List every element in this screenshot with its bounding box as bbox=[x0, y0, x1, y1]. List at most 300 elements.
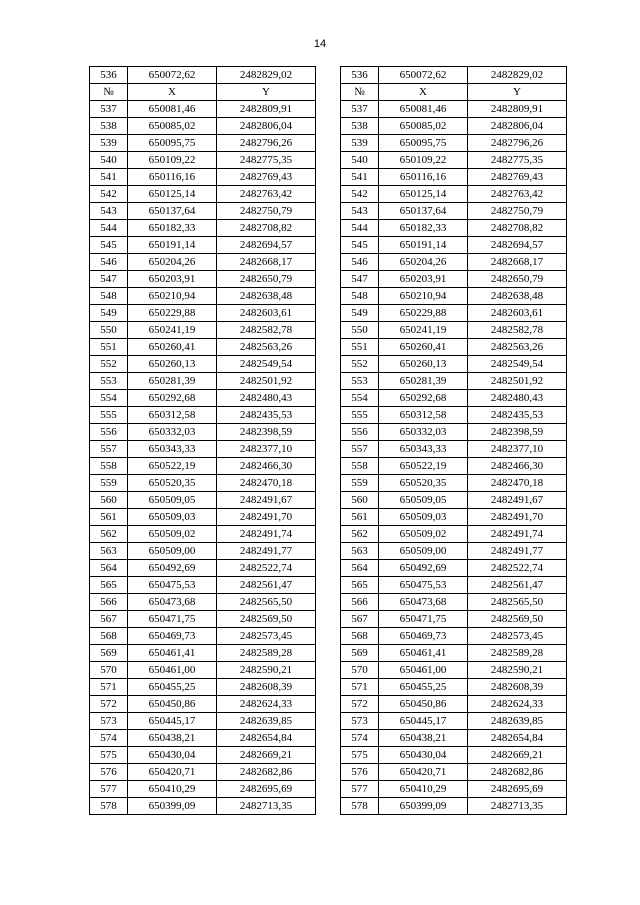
right-y-coordinate-cell: 2482708,82 bbox=[468, 220, 567, 237]
left-point-number-cell: 564 bbox=[90, 560, 128, 577]
column-spacer bbox=[316, 628, 341, 645]
left-x-coordinate-cell: 650438,21 bbox=[128, 730, 217, 747]
left-y-coordinate-cell: 2482466,30 bbox=[217, 458, 316, 475]
left-y-coordinate-cell: 2482650,79 bbox=[217, 271, 316, 288]
right-y-coordinate-cell: 2482624,33 bbox=[468, 696, 567, 713]
right-y-coordinate-cell: 2482569,50 bbox=[468, 611, 567, 628]
left-y-coordinate-cell: 2482470,18 bbox=[217, 475, 316, 492]
left-y-coordinate-cell: 2482435,53 bbox=[217, 407, 316, 424]
right-point-number-cell: 552 bbox=[341, 356, 379, 373]
right-y-coordinate-cell: 2482398,59 bbox=[468, 424, 567, 441]
right-point-number-cell: 564 bbox=[341, 560, 379, 577]
table-row bbox=[90, 186, 567, 203]
left-y-coordinate-cell: 2482669,21 bbox=[217, 747, 316, 764]
left-x-coordinate-cell: 650420,71 bbox=[128, 764, 217, 781]
column-spacer bbox=[316, 458, 341, 475]
right-x-coordinate-cell: 650430,04 bbox=[379, 747, 468, 764]
left-point-number-cell: 544 bbox=[90, 220, 128, 237]
right-x-coordinate-cell: 650072,62 bbox=[379, 67, 468, 84]
left-y-coordinate-cell: 2482491,67 bbox=[217, 492, 316, 509]
right-point-number-cell: 563 bbox=[341, 543, 379, 560]
column-spacer bbox=[316, 441, 341, 458]
table-row bbox=[90, 560, 567, 577]
left-x-coordinate-cell: 650471,75 bbox=[128, 611, 217, 628]
right-x-coordinate-cell: 650469,73 bbox=[379, 628, 468, 645]
left-point-number-cell: 552 bbox=[90, 356, 128, 373]
left-point-number-cell: 567 bbox=[90, 611, 128, 628]
left-point-number-cell: 537 bbox=[90, 101, 128, 118]
left-y-coordinate-cell: 2482682,86 bbox=[217, 764, 316, 781]
left-x-coordinate-cell: 650520,35 bbox=[128, 475, 217, 492]
right-y-coordinate-cell: 2482603,61 bbox=[468, 305, 567, 322]
right-y-coordinate-cell: 2482775,35 bbox=[468, 152, 567, 169]
right-y-coordinate-cell: 2482750,79 bbox=[468, 203, 567, 220]
left-y-coordinate-cell: 2482775,35 bbox=[217, 152, 316, 169]
right-x-coordinate-cell: 650312,58 bbox=[379, 407, 468, 424]
column-spacer bbox=[316, 220, 341, 237]
left-point-number-cell: 570 bbox=[90, 662, 128, 679]
left-point-number-cell: 575 bbox=[90, 747, 128, 764]
left-point-number-cell: 572 bbox=[90, 696, 128, 713]
right-point-number-cell: 542 bbox=[341, 186, 379, 203]
right-y-coordinate-cell: 2482563,26 bbox=[468, 339, 567, 356]
right-y-coordinate-cell: 2482809,91 bbox=[468, 101, 567, 118]
column-spacer bbox=[316, 135, 341, 152]
left-y-coordinate-cell: 2482796,26 bbox=[217, 135, 316, 152]
table-row bbox=[90, 424, 567, 441]
column-spacer bbox=[316, 662, 341, 679]
left-point-number-cell: 563 bbox=[90, 543, 128, 560]
left-y-coordinate-cell: 2482639,85 bbox=[217, 713, 316, 730]
table-row bbox=[90, 390, 567, 407]
table-row bbox=[90, 237, 567, 254]
left-y-coordinate-cell: Y bbox=[217, 84, 316, 101]
left-x-coordinate-cell: 650116,16 bbox=[128, 169, 217, 186]
right-x-coordinate-cell: 650229,88 bbox=[379, 305, 468, 322]
right-x-coordinate-cell: 650509,05 bbox=[379, 492, 468, 509]
column-spacer bbox=[316, 84, 341, 101]
left-x-coordinate-cell: 650125,14 bbox=[128, 186, 217, 203]
right-y-coordinate-cell: 2482695,69 bbox=[468, 781, 567, 798]
right-y-coordinate-cell: 2482669,21 bbox=[468, 747, 567, 764]
left-point-number-cell: 543 bbox=[90, 203, 128, 220]
right-x-coordinate-cell: 650410,29 bbox=[379, 781, 468, 798]
right-x-coordinate-cell: 650241,19 bbox=[379, 322, 468, 339]
right-point-number-cell: 559 bbox=[341, 475, 379, 492]
table-row bbox=[90, 594, 567, 611]
right-x-coordinate-cell: 650182,33 bbox=[379, 220, 468, 237]
left-point-number-cell: 571 bbox=[90, 679, 128, 696]
left-y-coordinate-cell: 2482377,10 bbox=[217, 441, 316, 458]
right-point-number-cell: 543 bbox=[341, 203, 379, 220]
right-point-number-cell: 546 bbox=[341, 254, 379, 271]
page-number: 14 bbox=[313, 38, 327, 50]
right-point-number-cell: 540 bbox=[341, 152, 379, 169]
left-x-coordinate-cell: 650072,62 bbox=[128, 67, 217, 84]
left-point-number-cell: 561 bbox=[90, 509, 128, 526]
right-y-coordinate-cell: 2482668,17 bbox=[468, 254, 567, 271]
right-y-coordinate-cell: 2482796,26 bbox=[468, 135, 567, 152]
right-y-coordinate-cell: 2482435,53 bbox=[468, 407, 567, 424]
right-x-coordinate-cell: 650203,91 bbox=[379, 271, 468, 288]
right-y-coordinate-cell: 2482590,21 bbox=[468, 662, 567, 679]
left-point-number-cell: 573 bbox=[90, 713, 128, 730]
left-y-coordinate-cell: 2482603,61 bbox=[217, 305, 316, 322]
left-point-number-cell: 569 bbox=[90, 645, 128, 662]
left-point-number-cell: 578 bbox=[90, 798, 128, 815]
column-header-row bbox=[90, 84, 567, 101]
left-y-coordinate-cell: 2482708,82 bbox=[217, 220, 316, 237]
left-point-number-cell: 560 bbox=[90, 492, 128, 509]
right-x-coordinate-cell: 650343,33 bbox=[379, 441, 468, 458]
left-y-coordinate-cell: 2482589,28 bbox=[217, 645, 316, 662]
right-point-number-cell: 574 bbox=[341, 730, 379, 747]
right-y-coordinate-cell: 2482480,43 bbox=[468, 390, 567, 407]
right-x-coordinate-cell: 650492,69 bbox=[379, 560, 468, 577]
right-x-coordinate-cell: 650461,41 bbox=[379, 645, 468, 662]
column-spacer bbox=[316, 611, 341, 628]
right-x-coordinate-cell: 650420,71 bbox=[379, 764, 468, 781]
column-spacer bbox=[316, 356, 341, 373]
left-y-coordinate-cell: 2482638,48 bbox=[217, 288, 316, 305]
right-y-coordinate-cell: 2482654,84 bbox=[468, 730, 567, 747]
table-row bbox=[90, 577, 567, 594]
left-y-coordinate-cell: 2482806,04 bbox=[217, 118, 316, 135]
right-y-coordinate-cell: 2482501,92 bbox=[468, 373, 567, 390]
right-point-number-cell: 539 bbox=[341, 135, 379, 152]
left-y-coordinate-cell: 2482695,69 bbox=[217, 781, 316, 798]
right-x-coordinate-cell: 650445,17 bbox=[379, 713, 468, 730]
table-row bbox=[90, 407, 567, 424]
left-x-coordinate-cell: 650492,69 bbox=[128, 560, 217, 577]
right-x-coordinate-cell: 650438,21 bbox=[379, 730, 468, 747]
left-y-coordinate-cell: 2482563,26 bbox=[217, 339, 316, 356]
right-y-coordinate-cell: 2482470,18 bbox=[468, 475, 567, 492]
right-x-coordinate-cell: 650191,14 bbox=[379, 237, 468, 254]
right-x-coordinate-cell: 650509,02 bbox=[379, 526, 468, 543]
right-x-coordinate-cell: 650475,53 bbox=[379, 577, 468, 594]
left-point-number-cell: 551 bbox=[90, 339, 128, 356]
right-x-coordinate-cell: 650116,16 bbox=[379, 169, 468, 186]
table-row bbox=[90, 254, 567, 271]
right-point-number-cell: 577 bbox=[341, 781, 379, 798]
table-row bbox=[90, 645, 567, 662]
left-x-coordinate-cell: 650281,39 bbox=[128, 373, 217, 390]
table-row bbox=[90, 713, 567, 730]
left-y-coordinate-cell: 2482608,39 bbox=[217, 679, 316, 696]
column-spacer bbox=[316, 118, 341, 135]
left-point-number-cell: 576 bbox=[90, 764, 128, 781]
left-x-coordinate-cell: 650509,03 bbox=[128, 509, 217, 526]
table-row bbox=[90, 696, 567, 713]
table-row bbox=[90, 135, 567, 152]
right-y-coordinate-cell: 2482522,74 bbox=[468, 560, 567, 577]
left-x-coordinate-cell: 650260,13 bbox=[128, 356, 217, 373]
left-point-number-cell: 547 bbox=[90, 271, 128, 288]
left-point-number-cell: 540 bbox=[90, 152, 128, 169]
left-y-coordinate-cell: 2482590,21 bbox=[217, 662, 316, 679]
right-y-coordinate-cell: 2482491,77 bbox=[468, 543, 567, 560]
right-y-coordinate-cell: 2482650,79 bbox=[468, 271, 567, 288]
left-x-coordinate-cell: 650522,19 bbox=[128, 458, 217, 475]
left-x-coordinate-cell: 650455,25 bbox=[128, 679, 217, 696]
left-x-coordinate-cell: 650109,22 bbox=[128, 152, 217, 169]
left-point-number-cell: 577 bbox=[90, 781, 128, 798]
right-y-coordinate-cell: 2482806,04 bbox=[468, 118, 567, 135]
column-spacer bbox=[316, 339, 341, 356]
right-point-number-cell: 568 bbox=[341, 628, 379, 645]
table-row bbox=[90, 798, 567, 815]
left-y-coordinate-cell: 2482491,70 bbox=[217, 509, 316, 526]
left-x-coordinate-cell: 650461,41 bbox=[128, 645, 217, 662]
left-x-coordinate-cell: 650469,73 bbox=[128, 628, 217, 645]
table-row bbox=[90, 628, 567, 645]
table-row bbox=[90, 118, 567, 135]
left-x-coordinate-cell: 650241,19 bbox=[128, 322, 217, 339]
table-row bbox=[90, 492, 567, 509]
right-point-number-cell: 537 bbox=[341, 101, 379, 118]
left-x-coordinate-cell: 650210,94 bbox=[128, 288, 217, 305]
column-spacer bbox=[316, 543, 341, 560]
right-y-coordinate-cell: Y bbox=[468, 84, 567, 101]
right-x-coordinate-cell: 650281,39 bbox=[379, 373, 468, 390]
right-point-number-cell: 550 bbox=[341, 322, 379, 339]
table-row bbox=[90, 747, 567, 764]
table-row bbox=[90, 781, 567, 798]
left-x-coordinate-cell: 650292,68 bbox=[128, 390, 217, 407]
table-row bbox=[90, 679, 567, 696]
left-y-coordinate-cell: 2482565,50 bbox=[217, 594, 316, 611]
left-y-coordinate-cell: 2482654,84 bbox=[217, 730, 316, 747]
column-spacer bbox=[316, 475, 341, 492]
right-point-number-cell: 560 bbox=[341, 492, 379, 509]
right-x-coordinate-cell: X bbox=[379, 84, 468, 101]
left-y-coordinate-cell: 2482668,17 bbox=[217, 254, 316, 271]
right-x-coordinate-cell: 650292,68 bbox=[379, 390, 468, 407]
column-spacer bbox=[316, 254, 341, 271]
right-x-coordinate-cell: 650522,19 bbox=[379, 458, 468, 475]
right-y-coordinate-cell: 2482565,50 bbox=[468, 594, 567, 611]
left-point-number-cell: 566 bbox=[90, 594, 128, 611]
column-spacer bbox=[316, 594, 341, 611]
table-row bbox=[90, 271, 567, 288]
left-point-number-cell: 538 bbox=[90, 118, 128, 135]
left-x-coordinate-cell: 650343,33 bbox=[128, 441, 217, 458]
table-row bbox=[90, 152, 567, 169]
right-y-coordinate-cell: 2482769,43 bbox=[468, 169, 567, 186]
table-row bbox=[90, 101, 567, 118]
right-point-number-cell: 575 bbox=[341, 747, 379, 764]
table-row bbox=[90, 169, 567, 186]
table-row bbox=[90, 543, 567, 560]
right-y-coordinate-cell: 2482589,28 bbox=[468, 645, 567, 662]
right-point-number-cell: 561 bbox=[341, 509, 379, 526]
right-x-coordinate-cell: 650450,86 bbox=[379, 696, 468, 713]
left-point-number-cell: № bbox=[90, 84, 128, 101]
right-point-number-cell: 549 bbox=[341, 305, 379, 322]
table-row bbox=[90, 220, 567, 237]
left-y-coordinate-cell: 2482713,35 bbox=[217, 798, 316, 815]
column-spacer bbox=[316, 288, 341, 305]
right-y-coordinate-cell: 2482573,45 bbox=[468, 628, 567, 645]
right-point-number-cell: 578 bbox=[341, 798, 379, 815]
right-x-coordinate-cell: 650332,03 bbox=[379, 424, 468, 441]
right-point-number-cell: 547 bbox=[341, 271, 379, 288]
left-x-coordinate-cell: 650445,17 bbox=[128, 713, 217, 730]
left-y-coordinate-cell: 2482480,43 bbox=[217, 390, 316, 407]
table-row bbox=[90, 305, 567, 322]
column-spacer bbox=[316, 509, 341, 526]
left-point-number-cell: 554 bbox=[90, 390, 128, 407]
column-spacer bbox=[316, 237, 341, 254]
right-point-number-cell: 572 bbox=[341, 696, 379, 713]
left-y-coordinate-cell: 2482549,54 bbox=[217, 356, 316, 373]
left-x-coordinate-cell: 650332,03 bbox=[128, 424, 217, 441]
table-row bbox=[90, 611, 567, 628]
column-spacer bbox=[316, 424, 341, 441]
right-point-number-cell: 536 bbox=[341, 67, 379, 84]
column-spacer bbox=[316, 798, 341, 815]
right-point-number-cell: 553 bbox=[341, 373, 379, 390]
right-x-coordinate-cell: 650455,25 bbox=[379, 679, 468, 696]
right-x-coordinate-cell: 650137,64 bbox=[379, 203, 468, 220]
table-row bbox=[90, 764, 567, 781]
right-point-number-cell: 555 bbox=[341, 407, 379, 424]
right-point-number-cell: 573 bbox=[341, 713, 379, 730]
right-point-number-cell: 562 bbox=[341, 526, 379, 543]
left-x-coordinate-cell: 650509,00 bbox=[128, 543, 217, 560]
left-x-coordinate-cell: 650410,29 bbox=[128, 781, 217, 798]
left-x-coordinate-cell: 650081,46 bbox=[128, 101, 217, 118]
left-point-number-cell: 568 bbox=[90, 628, 128, 645]
right-point-number-cell: 571 bbox=[341, 679, 379, 696]
right-y-coordinate-cell: 2482608,39 bbox=[468, 679, 567, 696]
right-y-coordinate-cell: 2482694,57 bbox=[468, 237, 567, 254]
right-y-coordinate-cell: 2482713,35 bbox=[468, 798, 567, 815]
column-spacer bbox=[316, 679, 341, 696]
right-x-coordinate-cell: 650260,41 bbox=[379, 339, 468, 356]
table-row bbox=[90, 730, 567, 747]
left-x-coordinate-cell: 650509,05 bbox=[128, 492, 217, 509]
right-point-number-cell: 541 bbox=[341, 169, 379, 186]
right-y-coordinate-cell: 2482561,47 bbox=[468, 577, 567, 594]
right-y-coordinate-cell: 2482829,02 bbox=[468, 67, 567, 84]
column-spacer bbox=[316, 186, 341, 203]
right-x-coordinate-cell: 650260,13 bbox=[379, 356, 468, 373]
left-point-number-cell: 536 bbox=[90, 67, 128, 84]
left-y-coordinate-cell: 2482573,45 bbox=[217, 628, 316, 645]
table-row bbox=[90, 662, 567, 679]
table-row bbox=[90, 526, 567, 543]
right-point-number-cell: 567 bbox=[341, 611, 379, 628]
left-x-coordinate-cell: 650509,02 bbox=[128, 526, 217, 543]
left-y-coordinate-cell: 2482561,47 bbox=[217, 577, 316, 594]
left-x-coordinate-cell: 650450,86 bbox=[128, 696, 217, 713]
table-row bbox=[90, 203, 567, 220]
table-row bbox=[90, 458, 567, 475]
left-x-coordinate-cell: 650203,91 bbox=[128, 271, 217, 288]
left-x-coordinate-cell: 650260,41 bbox=[128, 339, 217, 356]
right-x-coordinate-cell: 650509,00 bbox=[379, 543, 468, 560]
right-x-coordinate-cell: 650461,00 bbox=[379, 662, 468, 679]
column-spacer bbox=[316, 390, 341, 407]
left-y-coordinate-cell: 2482769,43 bbox=[217, 169, 316, 186]
table-row bbox=[90, 356, 567, 373]
table-row bbox=[90, 441, 567, 458]
column-spacer bbox=[316, 203, 341, 220]
right-point-number-cell: № bbox=[341, 84, 379, 101]
left-point-number-cell: 546 bbox=[90, 254, 128, 271]
left-y-coordinate-cell: 2482398,59 bbox=[217, 424, 316, 441]
left-y-coordinate-cell: 2482750,79 bbox=[217, 203, 316, 220]
right-x-coordinate-cell: 650085,02 bbox=[379, 118, 468, 135]
left-y-coordinate-cell: 2482809,91 bbox=[217, 101, 316, 118]
right-y-coordinate-cell: 2482491,70 bbox=[468, 509, 567, 526]
column-spacer bbox=[316, 730, 341, 747]
left-point-number-cell: 558 bbox=[90, 458, 128, 475]
right-x-coordinate-cell: 650081,46 bbox=[379, 101, 468, 118]
left-y-coordinate-cell: 2482829,02 bbox=[217, 67, 316, 84]
right-x-coordinate-cell: 650520,35 bbox=[379, 475, 468, 492]
table-row bbox=[90, 373, 567, 390]
right-point-number-cell: 565 bbox=[341, 577, 379, 594]
column-spacer bbox=[316, 407, 341, 424]
table-row bbox=[90, 475, 567, 492]
left-x-coordinate-cell: X bbox=[128, 84, 217, 101]
right-point-number-cell: 551 bbox=[341, 339, 379, 356]
left-y-coordinate-cell: 2482569,50 bbox=[217, 611, 316, 628]
right-x-coordinate-cell: 650204,26 bbox=[379, 254, 468, 271]
right-point-number-cell: 556 bbox=[341, 424, 379, 441]
right-x-coordinate-cell: 650095,75 bbox=[379, 135, 468, 152]
left-y-coordinate-cell: 2482624,33 bbox=[217, 696, 316, 713]
left-point-number-cell: 539 bbox=[90, 135, 128, 152]
column-spacer bbox=[316, 645, 341, 662]
column-spacer bbox=[316, 67, 341, 84]
left-x-coordinate-cell: 650312,58 bbox=[128, 407, 217, 424]
right-y-coordinate-cell: 2482763,42 bbox=[468, 186, 567, 203]
right-point-number-cell: 569 bbox=[341, 645, 379, 662]
right-x-coordinate-cell: 650210,94 bbox=[379, 288, 468, 305]
left-y-coordinate-cell: 2482491,77 bbox=[217, 543, 316, 560]
column-spacer bbox=[316, 781, 341, 798]
table-row bbox=[90, 322, 567, 339]
left-point-number-cell: 550 bbox=[90, 322, 128, 339]
right-x-coordinate-cell: 650509,03 bbox=[379, 509, 468, 526]
column-spacer bbox=[316, 577, 341, 594]
left-point-number-cell: 559 bbox=[90, 475, 128, 492]
right-point-number-cell: 538 bbox=[341, 118, 379, 135]
right-y-coordinate-cell: 2482491,74 bbox=[468, 526, 567, 543]
column-spacer bbox=[316, 492, 341, 509]
right-x-coordinate-cell: 650125,14 bbox=[379, 186, 468, 203]
left-point-number-cell: 548 bbox=[90, 288, 128, 305]
left-x-coordinate-cell: 650191,14 bbox=[128, 237, 217, 254]
table-row bbox=[90, 509, 567, 526]
left-x-coordinate-cell: 650399,09 bbox=[128, 798, 217, 815]
column-spacer bbox=[316, 373, 341, 390]
carry-over-row bbox=[90, 67, 567, 84]
right-point-number-cell: 554 bbox=[341, 390, 379, 407]
left-x-coordinate-cell: 650430,04 bbox=[128, 747, 217, 764]
left-y-coordinate-cell: 2482694,57 bbox=[217, 237, 316, 254]
left-y-coordinate-cell: 2482501,92 bbox=[217, 373, 316, 390]
left-point-number-cell: 541 bbox=[90, 169, 128, 186]
right-point-number-cell: 558 bbox=[341, 458, 379, 475]
right-y-coordinate-cell: 2482466,30 bbox=[468, 458, 567, 475]
column-spacer bbox=[316, 713, 341, 730]
left-point-number-cell: 565 bbox=[90, 577, 128, 594]
